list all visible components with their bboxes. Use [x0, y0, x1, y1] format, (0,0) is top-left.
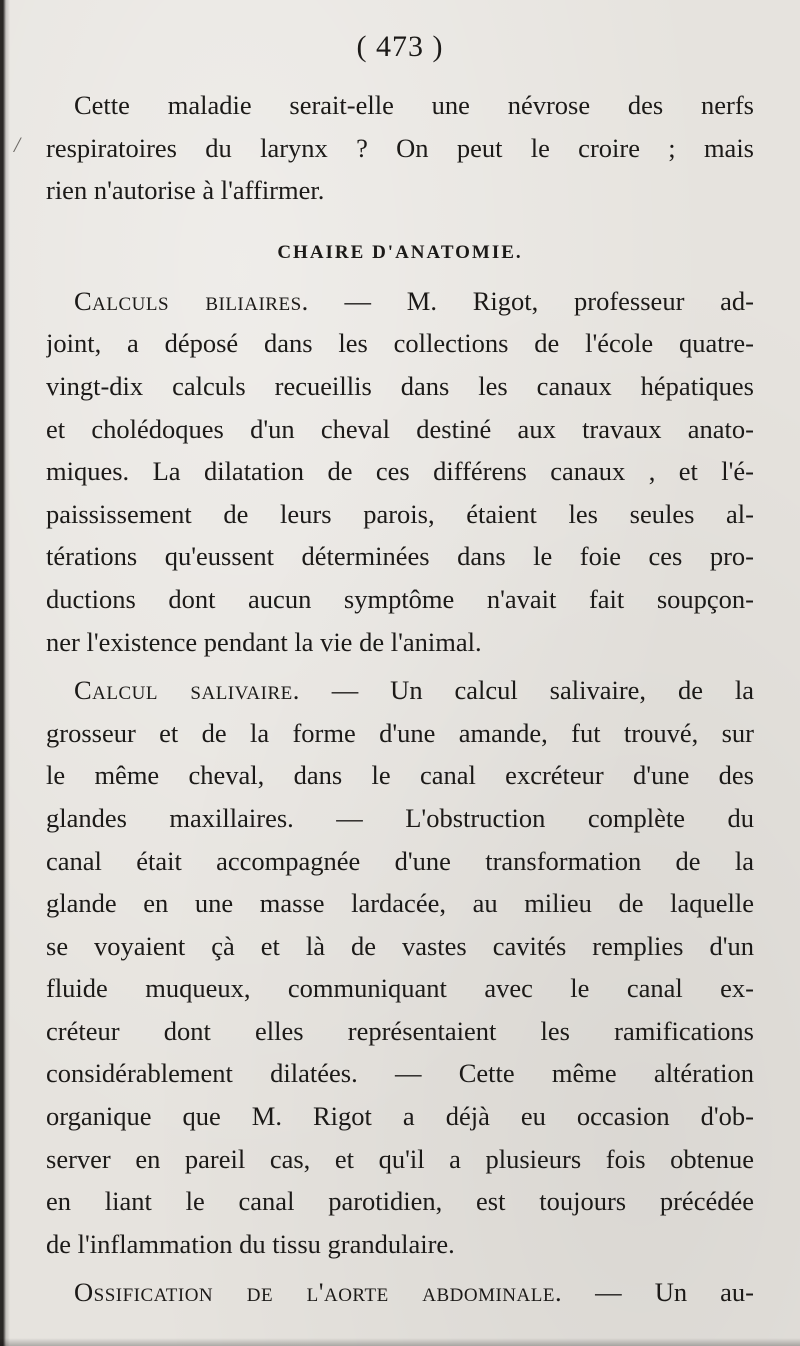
- paragraph-3-line: grosseur et de la forme d'une amande, fut trouvé, sur: [46, 717, 754, 748]
- page-bottom-shadow: [0, 1338, 800, 1346]
- paragraph-2-first-line: [46, 280, 754, 323]
- paragraph-2-line: ner l'existence pendant la vie de l'animal.: [46, 626, 482, 657]
- paragraph-3-line: server en pareil cas, et qu'il a plusieurs fois obtenue: [46, 1143, 754, 1174]
- spacer: [46, 212, 754, 232]
- paragraph-3-line: se voyaient çà et là de vastes cavités remplies d'un: [46, 930, 754, 961]
- paragraph-2-line: — M. Rigot, professeur ad-: [308, 285, 754, 316]
- paragraph-3-first-line: [46, 669, 754, 712]
- paragraph-1-line: rien n'autorise à l'affirmer.: [46, 175, 325, 206]
- paragraph-3-line: glande en une masse lardacée, au milieu de laquelle: [46, 888, 754, 919]
- paragraph-3-line: de l'inflammation du tissu grandulaire.: [46, 1228, 455, 1259]
- paragraph-2-line: térations qu'eussent déterminées dans le foie ces pro-: [46, 541, 754, 572]
- body-text: [46, 84, 754, 1314]
- paragraph-4-first-line: [46, 1271, 754, 1314]
- paragraph-3-line: organique que M. Rigot a déjà eu occasion d'ob-: [46, 1101, 754, 1132]
- paragraph-2-line: miques. La dilatation de ces différens canaux , et l'é-: [46, 456, 754, 487]
- paragraph-4-line: — Un au-: [562, 1277, 754, 1308]
- paragraph-2-line: paississement de leurs parois, étaient les seules al-: [46, 498, 754, 529]
- page-number: ( 473 ): [356, 30, 444, 63]
- margin-mark: /: [14, 132, 21, 157]
- section-heading: CHAIRE D'ANATOMIE.: [277, 241, 523, 263]
- paragraph-3-line: en liant le canal parotidien, est toujours précédée: [46, 1186, 754, 1217]
- paragraph-3-line: le même cheval, dans le canal excréteur d'une des: [46, 760, 754, 791]
- paragraph-2-line: vingt-dix calculs recueillis dans les canaux hépatiques: [46, 370, 754, 401]
- paragraph-3-title: Calcul salivaire.: [74, 675, 300, 706]
- paragraph-3-line: canal était accompagnée d'une transformation de la: [46, 845, 754, 876]
- paragraph-2-title: Calculs biliaires.: [74, 285, 309, 316]
- paragraph-3-line: considérablement dilatées. — Cette même altération: [46, 1058, 754, 1089]
- paragraph-3-line: fluide muqueux, communiquant avec le canal ex-: [46, 973, 754, 1004]
- page-edge-shadow: [0, 0, 10, 1346]
- paragraph-3-line: créteur dont elles représentaient les ramifications: [46, 1015, 754, 1046]
- paragraph-2-line: et cholédoques d'un cheval destiné aux travaux anato-: [46, 413, 754, 444]
- paragraph-3-line: glandes maxillaires. — L'obstruction complète du: [46, 802, 754, 833]
- paragraph-3-line: — Un calcul salivaire, de la: [299, 675, 754, 706]
- paragraph-2-line: joint, a déposé dans les collections de l'école quatre-: [46, 328, 754, 359]
- paragraph-1-line: respiratoires du larynx ? On peut le croire ; mais: [46, 132, 754, 163]
- paragraph-2-line: ductions dont aucun symptôme n'avait fait soupçon-: [46, 583, 754, 614]
- paragraph-1-line: Cette maladie serait-elle une névrose des nerfs: [74, 90, 754, 120]
- paragraph-4-title: Ossification de l'aorte abdominale.: [74, 1277, 563, 1308]
